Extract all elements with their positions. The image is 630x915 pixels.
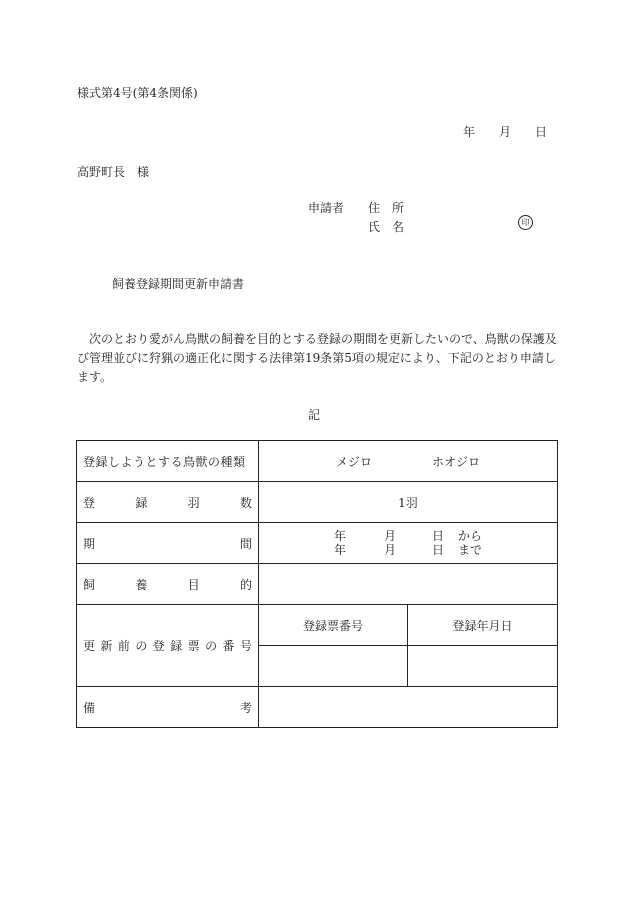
- period-from-line: [334, 529, 482, 543]
- purpose-label-char: 養: [135, 577, 148, 592]
- name-label-char: 名: [392, 220, 405, 234]
- species-2: ホオジロ: [432, 454, 481, 469]
- purpose-label: [77, 576, 258, 593]
- prev-col2-header: [408, 605, 558, 646]
- species-label-cell: [77, 441, 259, 482]
- count-value-cell[interactable]: [259, 482, 558, 523]
- date-year-label: 年: [463, 125, 476, 139]
- period-year: 年: [334, 543, 347, 557]
- address-label-char: 住: [368, 201, 381, 215]
- prev-col1-label: 登録票番号: [302, 618, 363, 633]
- remarks-label-cell: [77, 687, 259, 728]
- count-label-char: 数: [239, 495, 252, 510]
- remarks-label: [77, 699, 258, 716]
- period-label: [77, 535, 258, 552]
- document-title: 飼養登録期間更新申請書: [112, 277, 245, 291]
- purpose-label-cell: [77, 564, 259, 605]
- purpose-label-char: 目: [187, 577, 200, 592]
- period-value-cell[interactable]: [259, 523, 558, 564]
- count-label-char: 録: [135, 495, 148, 510]
- prev-label-char: の: [205, 639, 218, 653]
- address-label: [368, 199, 404, 216]
- count-value: 1羽: [398, 495, 418, 510]
- count-label-char: 羽: [187, 495, 200, 510]
- species-label: [77, 453, 258, 470]
- ki-heading: 記: [308, 408, 321, 422]
- period-label-cell: [77, 523, 259, 564]
- remarks-value-cell[interactable]: [259, 687, 558, 728]
- prev-col2-label: 登録年月日: [452, 618, 513, 633]
- species-row: [77, 441, 558, 482]
- count-label: [77, 494, 258, 511]
- date-month-label: 月: [499, 125, 512, 139]
- species-value-cell[interactable]: [259, 441, 558, 482]
- period-month: 月: [384, 543, 397, 557]
- prev-label: [77, 637, 258, 654]
- period-day: 日: [432, 543, 445, 557]
- prev-label-char: の: [135, 639, 148, 653]
- remarks-label-char: 備: [83, 700, 96, 715]
- period-month: 月: [384, 529, 397, 543]
- purpose-label-char: 飼: [83, 577, 96, 592]
- period-day: 日: [432, 529, 445, 543]
- period-label-char: 期: [83, 536, 96, 551]
- prev-label-char: 登: [152, 639, 165, 653]
- prev-date-cell[interactable]: [408, 646, 558, 687]
- prev-label-char: 録: [170, 639, 183, 653]
- address-label-char: 所: [392, 201, 405, 215]
- period-suffix: から: [457, 529, 482, 543]
- prev-label-char: 更: [83, 639, 96, 653]
- purpose-row: [77, 564, 558, 605]
- species-label-text: 登録しようとする鳥獣の種類: [83, 454, 246, 469]
- purpose-label-char: 的: [239, 577, 252, 592]
- count-label-cell: [77, 482, 259, 523]
- name-label: [368, 218, 404, 235]
- species-1: メジロ: [335, 454, 372, 469]
- prev-label-cell: [77, 605, 259, 687]
- seal-mark: 印: [518, 215, 533, 230]
- purpose-value-cell[interactable]: [259, 564, 558, 605]
- prev-number-cell[interactable]: [259, 646, 408, 687]
- period-label-char: 間: [239, 536, 252, 551]
- name-label-char: 氏: [368, 220, 381, 234]
- remarks-row: [77, 687, 558, 728]
- body-paragraph: 次のとおり愛がん鳥獣の飼養を目的とする登録の期間を更新したいので、鳥獣の保護及び管理並びに狩猟の適正化に関する法律第19条第5項の規定により、下記のとおり申請します。: [77, 332, 557, 384]
- count-label-char: 登: [83, 495, 96, 510]
- prev-label-char: 番: [222, 639, 235, 653]
- prev-label-char: 前: [117, 639, 130, 653]
- prev-label-char: 票: [187, 639, 200, 653]
- period-year: 年: [334, 529, 347, 543]
- prev-label-char: 新: [100, 639, 113, 653]
- applicant-label: 申請者: [308, 201, 345, 215]
- addressee: 高野町長 様: [77, 165, 150, 179]
- form-number: 様式第4号(第4条関係): [77, 86, 198, 100]
- application-table: [76, 440, 558, 728]
- date-day-label: 日: [535, 125, 548, 139]
- prev-header-row: [77, 605, 558, 646]
- count-row: [77, 482, 558, 523]
- period-suffix: まで: [457, 543, 482, 557]
- period-to-line: [334, 543, 482, 557]
- prev-col1-header: [259, 605, 408, 646]
- remarks-label-char: 考: [239, 700, 252, 715]
- period-row: [77, 523, 558, 564]
- prev-label-char: 号: [239, 639, 252, 653]
